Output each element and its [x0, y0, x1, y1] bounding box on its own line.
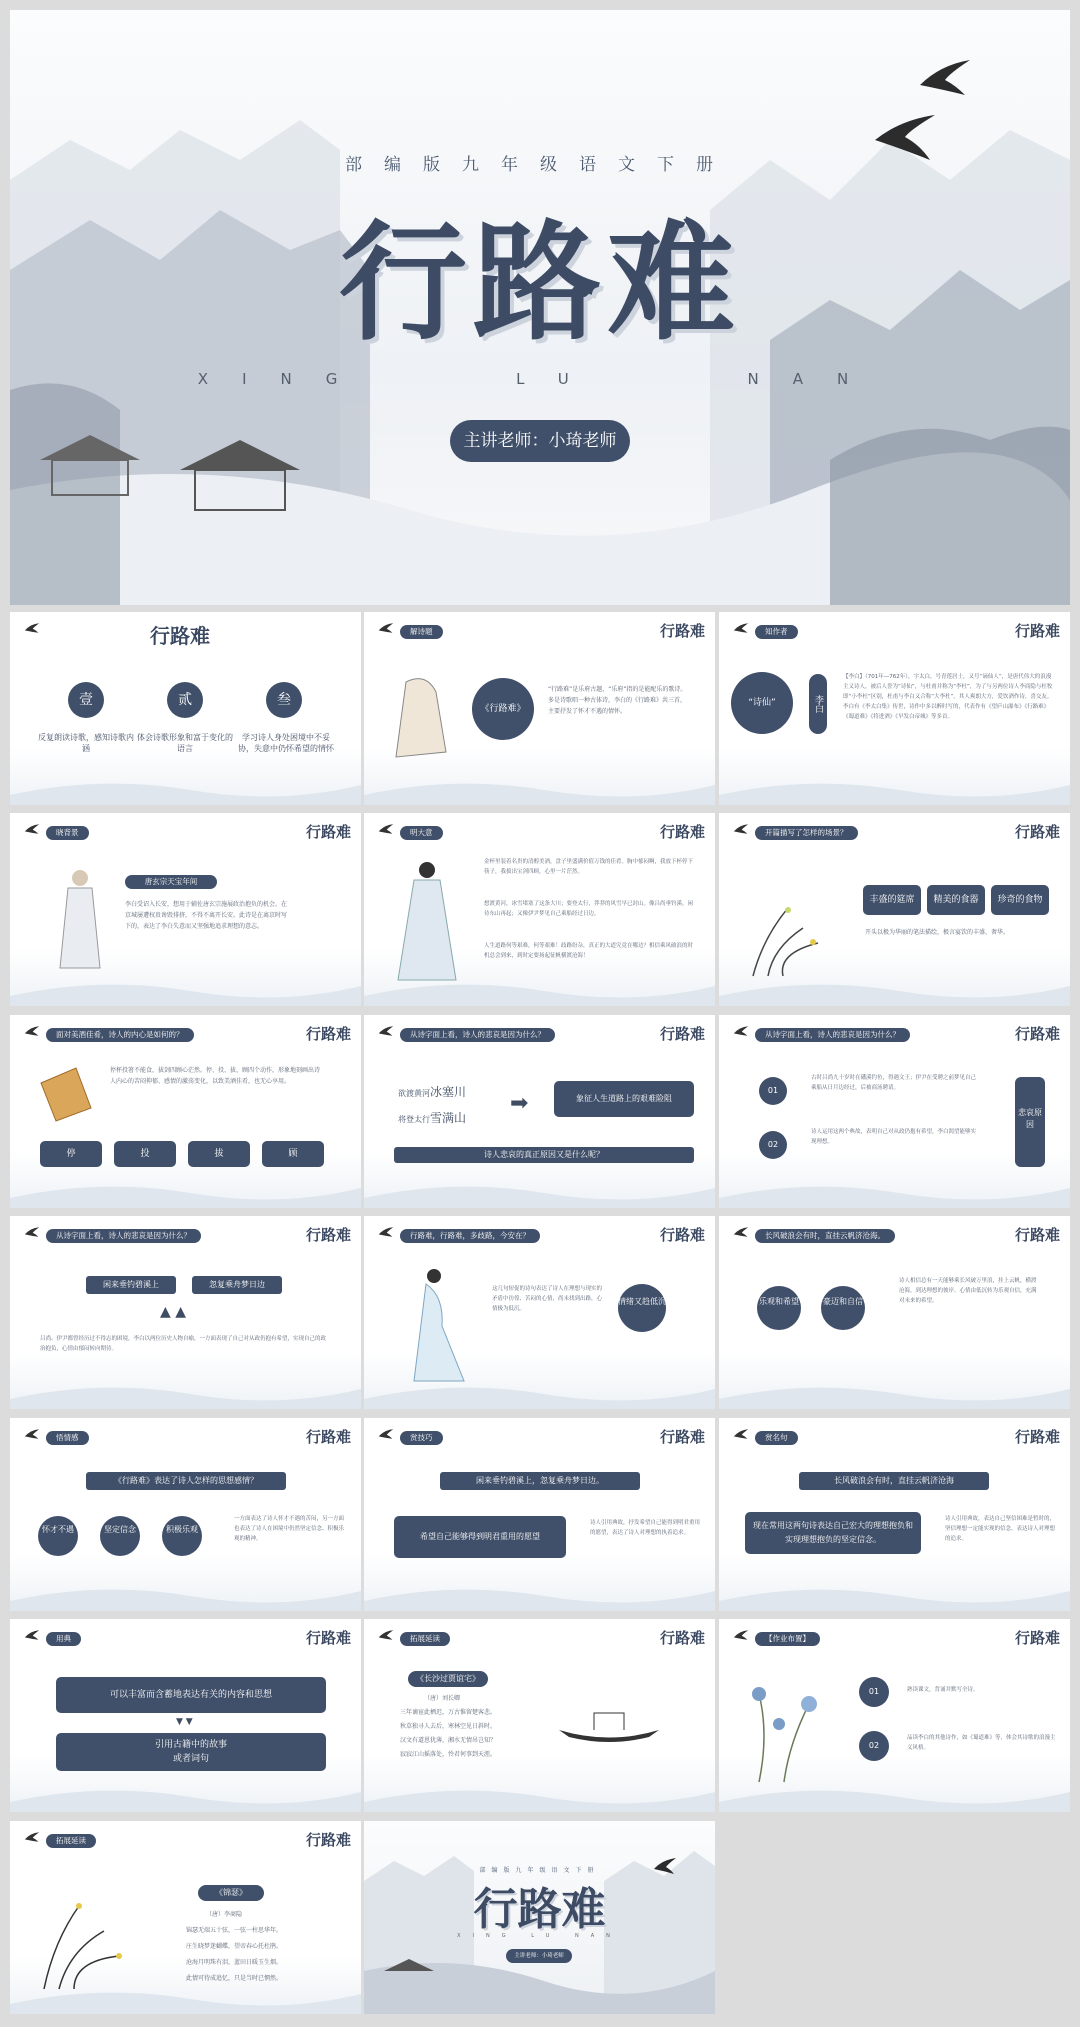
scene-text: 开头以极为华丽的笔法描绘，极言宴饮的丰盛、奢华。: [865, 929, 1010, 936]
method-box: [56, 1733, 326, 1771]
section-pill: 用典: [46, 1632, 81, 1646]
swallow-icon: [733, 1226, 749, 1238]
step-number: 01: [859, 1677, 889, 1707]
swallow-icon: [378, 823, 394, 835]
swallow-icon: [24, 622, 40, 634]
method-line: 或者词句: [172, 1754, 209, 1764]
allusion-text: 吕尚、伊尹都曾经历过不得志的困境，李白以两位历史人物自喻，一方面表现了自己对从政仍抱有希望，实现自己的政治抱负，心情由郁闷转向期待。: [40, 1336, 327, 1352]
mood-text: 这几句短促的诗句表达了诗人在理想与现实的矛盾中彷徨、苦闷的心情，尚未找到出路，心情极为低沉。: [492, 1286, 603, 1312]
poem-line: 此情可待成追忆，只是当时已惘然。: [186, 1975, 283, 1982]
scene-button[interactable]: 珍奇的食物: [991, 885, 1049, 915]
author-name: 李白: [809, 674, 827, 734]
swallow-icon: [24, 1629, 40, 1641]
step-number: 02: [759, 1131, 787, 1159]
mountain-decoration: [364, 1168, 715, 1208]
slide-logo: 行路难: [305, 823, 351, 841]
mountain-decoration: [10, 1772, 361, 1812]
goal-text: 体会诗歌形象和富于变化的语言: [137, 733, 233, 753]
verse-chip: 闲来垂钓碧溪上: [86, 1276, 176, 1294]
swallow-icon: [915, 55, 975, 95]
mountain-decoration: [364, 765, 715, 805]
scholar-figure: [50, 863, 110, 973]
title-circle: 《行路难》: [472, 678, 534, 740]
poem-line-start: 将登太行: [398, 1115, 430, 1124]
iris-illustration: [729, 1664, 839, 1784]
mountain-decoration: [364, 966, 715, 1006]
poem-line: [398, 1083, 466, 1100]
mountain-decoration: [719, 966, 1070, 1006]
section-pill: 拓展延读: [400, 1632, 450, 1646]
slide-logo: 行路难: [1014, 1226, 1060, 1244]
goal-number: 贰: [167, 682, 203, 718]
era-banner: 唐玄宗天宝年间: [125, 875, 217, 889]
slide-logo: 行路难: [659, 823, 705, 841]
meaning-paragraph: 金杯里装着名贵的清醇美酒，盘子里盛满价值万钱的佳肴。胸中郁闷啊，我放下杯停下筷子，我拔出宝剑四顾，心里一片茫然。: [484, 859, 694, 875]
section-pill: 明大意: [400, 826, 443, 840]
swallow-icon: [378, 1428, 394, 1440]
ending-subtitle: 部编版九年级语文下册: [479, 1867, 600, 1874]
section-pill: 赏技巧: [400, 1431, 443, 1445]
swallow-icon: [24, 1025, 40, 1037]
feeling-circle: 怀才不遇: [38, 1516, 78, 1556]
swallow-icon: [24, 823, 40, 835]
slide-logo: 行路难: [305, 1025, 351, 1043]
slide-objectives[interactable]: [10, 612, 361, 805]
reason-text: 诗人运用这两个典故，表明自己对从政仍抱有希望，李白渴望能够实现理想。: [811, 1129, 977, 1145]
goal-number: 叁: [266, 682, 302, 718]
emotion-text: 停杯投箸不能食，拔剑四顾心茫然。停、投、拔、顾四个动作，形象地刻画出诗人内心的苦闷抑郁、感情的激荡变化，以致美酒佳肴，也无心享用。: [110, 1067, 321, 1085]
hero-pinyin: [10, 370, 1070, 388]
slide-logo: 行路难: [1014, 1428, 1060, 1446]
swallow-icon: [24, 1428, 40, 1440]
optimism-text: 诗人相信总有一天能够乘长风破万里浪，挂上云帆，横渡沧海，到达理想的彼岸。心情由低沉转为乐观自信，充满对未来的希望。: [899, 1278, 1037, 1304]
arrow-right-icon: ➡: [510, 1091, 529, 1116]
title-explanation: “行路难”是乐府古题，“乐府”指的是能配乐的歌诗。多是诗歌唱一种古体诗，李白的《行路难》共三首，主要抒发了怀才不遇的情怀。: [548, 686, 687, 715]
question-bar: 《行路难》表达了诗人怎样的思想感情？: [86, 1472, 286, 1490]
pinyin-word: LU: [516, 370, 603, 388]
slide-emotion[interactable]: [10, 1015, 361, 1208]
bamboo-scroll-illustration: [36, 1063, 96, 1123]
homework-text: 品读李白的其他诗作，如《蜀道难》等，体会其诗歌的浪漫主义风格。: [907, 1735, 1056, 1751]
wish-box: 希望自己能够得到明君重用的愿望: [394, 1516, 566, 1558]
poem-line: 沧海月明珠有泪，蓝田日暖玉生烟。: [186, 1959, 283, 1966]
verse-chip: 忽复乘舟梦日边: [192, 1276, 282, 1294]
step-number: 01: [759, 1077, 787, 1105]
section-pill: 从诗字面上看，诗人的悲哀是因为什么？: [400, 1028, 555, 1042]
swallow-icon: [733, 622, 749, 634]
slide-obstacles[interactable]: [364, 1015, 715, 1208]
emotion-circle: 豪迈和自信: [821, 1286, 865, 1330]
poem-author: （唐）李商隐: [206, 1911, 243, 1918]
pinyin-word: XING: [197, 370, 372, 388]
technique-text: 诗人引用典故，抒发希望自己能得到明君重用的愿望，表达了诗人对理想的执着追求。: [590, 1520, 701, 1536]
swallow-icon: [733, 823, 749, 835]
dancer-figure: [404, 1266, 474, 1386]
author-title-circle: “诗仙”: [731, 672, 793, 734]
meaning-paragraph: 人生道路何等艰难，何等艰难！歧路纷杂，真正的大道究竟在哪边？相信乘风破浪的时机总会到来，到时定要扬起征帆横渡沧海！: [484, 943, 694, 959]
section-pill: 面对美酒佳肴，诗人的内心是如何的？: [46, 1028, 194, 1042]
slide-logo: 行路难: [659, 1629, 705, 1647]
poem-line: [398, 1109, 466, 1126]
slide-feelings[interactable]: [10, 1418, 361, 1611]
slide-logo: 行路难: [305, 1428, 351, 1446]
section-pill: 悟情感: [46, 1431, 89, 1445]
swallow-icon: [378, 1629, 394, 1641]
section-pill: 知作者: [755, 625, 798, 639]
symbol-box: 象征人生道路上的艰难险阻: [554, 1081, 694, 1117]
mountain-decoration: [10, 1369, 361, 1409]
slide-allusion-use[interactable]: [10, 1619, 361, 1812]
mountain-decoration: [10, 1571, 361, 1611]
effect-box: 可以丰富而含蓄地表达有关的内容和思想: [56, 1677, 326, 1713]
slide-logo: 行路难: [1014, 1025, 1060, 1043]
famous-line-text: 诗人引用典故，表达自己坚信困难是暂时的，坚信理想一定能实现的信念。表达诗人对理想的追求。: [945, 1516, 1056, 1542]
slide-allusions[interactable]: [10, 1216, 361, 1409]
hero-title: 行路难: [338, 208, 741, 358]
poem-line-emphasis: 冰塞川: [430, 1085, 467, 1099]
scene-button[interactable]: 精美的食器: [927, 885, 985, 915]
mountain-decoration: [719, 1168, 1070, 1208]
hero-subtitle: 部编版九年级语文下册: [345, 155, 735, 175]
feeling-circle: 坚定信念: [100, 1516, 140, 1556]
pinyin-word: NAN: [747, 370, 883, 388]
triangle-down-icon: ▼ ▼: [176, 1717, 193, 1727]
swallow-icon: [733, 1428, 749, 1440]
author-bio: 【李白】（701年—762年），字太白，号青莲居士，又号“谪仙人”，是唐代伟大的浪漫主义诗人，被后人誉为“诗仙”，与杜甫并称为“李杜”，为了与另两位诗人李商隐与杜牧即“小李杜”区别，杜甫与李白又合称“大李杜”。其人爽朗大方，爱饮酒作诗，喜交友。李白有《李太白集》传世，诗作中多以醉时写的，代表作有《望庐山瀑布》《行路难》《蜀道难》《将进酒》《早发白帝城》等多首。: [843, 674, 1053, 720]
slide-logo: 行路难: [1014, 823, 1060, 841]
poem-line: 庄生晓梦迷蝴蝶，望帝春心托杜鹃。: [186, 1943, 283, 1950]
meaning-paragraph: 想渡黄河，冰雪堵塞了这条大川；要登太行，莽莽的风雪早已封山。像吕尚垂钓溪，闲待东山再起；又像伊尹梦见自己乘船经过日边。: [484, 901, 694, 917]
section-pill: 拓展延读: [46, 1834, 96, 1848]
action-button[interactable]: 拔: [188, 1141, 250, 1167]
cover-slide: [10, 10, 1070, 605]
goal-number: 壹: [68, 682, 104, 718]
swallow-icon: [378, 1025, 394, 1037]
slide-extended-reading[interactable]: [364, 1619, 715, 1812]
slide-title-explain[interactable]: [364, 612, 715, 805]
slide-scene[interactable]: [719, 813, 1070, 1006]
slide-reading-2[interactable]: [10, 1821, 361, 2014]
homework-text: 熟读课文，背诵并默写全诗。: [907, 1687, 979, 1693]
poem-title: 《长沙过贾谊宅》: [408, 1671, 488, 1687]
swallow-icon: [378, 1226, 394, 1238]
section-pill: 长风破浪会有时，直挂云帆济沧海。: [755, 1229, 895, 1243]
mountain-decoration: [10, 765, 361, 805]
poem-author: （唐）刘长卿: [424, 1695, 461, 1702]
poem-line: 寂寂江山摇落处，怜君何事到天涯。: [400, 1751, 497, 1758]
goal-text: 学习诗人身处困境中不妥协，失意中仍怀希望的情怀: [238, 733, 334, 753]
ending-pinyin: XING LU NAN: [457, 1933, 622, 1939]
mood-circle: 情绪又趋低沉: [618, 1284, 666, 1332]
feelings-text: 一方面表达了诗人怀才不遇的苦闷，另一方面也表达了诗人在困境中仍然坚定信念、积极乐观的精神。: [234, 1516, 345, 1542]
reason-sidebar: 悲哀原因: [1015, 1077, 1045, 1167]
slide-homework[interactable]: [719, 1619, 1070, 1812]
section-pill: 从诗字面上看，诗人的悲哀是因为什么？: [46, 1229, 201, 1243]
mountain-decoration: [719, 1772, 1070, 1812]
slide-background[interactable]: [10, 813, 361, 1006]
poem-line-emphasis: 雪满山: [430, 1111, 467, 1125]
mountain-decoration: [10, 1168, 361, 1208]
mountain-decoration: [364, 1369, 715, 1409]
usage-box: 现在常用这两句诗表达自己宏大的理想抱负和实现理想抱负的坚定信念。: [745, 1512, 921, 1554]
poem-line: 三年谪宦此栖迟，万古惟留楚客悲。: [400, 1709, 497, 1716]
mountain-decoration: [719, 1369, 1070, 1409]
poem-title: 《锦瑟》: [198, 1885, 264, 1901]
poem-line-start: 欲渡黄河: [398, 1089, 430, 1098]
verse-bar: 闲来垂钓碧溪上，忽复乘舟梦日边。: [440, 1472, 640, 1490]
swallow-icon: [733, 1025, 749, 1037]
slide-meaning[interactable]: [364, 813, 715, 1006]
goal-text: 反复朗读诗歌，感知诗歌内涵: [38, 733, 134, 753]
slide-logo: 行路难: [659, 1428, 705, 1446]
mountain-decoration: [364, 1571, 715, 1611]
teacher-badge: 主讲老师：小琦老师: [450, 420, 630, 462]
slide-logo: 行路难: [659, 1025, 705, 1043]
action-button[interactable]: 投: [114, 1141, 176, 1167]
mountain-decoration: [719, 765, 1070, 805]
slide-famous-line[interactable]: [719, 1418, 1070, 1611]
reason-text: 古时吕尚九十岁时在磻溪钓鱼，得遇文王；伊尹在受聘之前梦见自己乘船从日月边经过，后被商汤聘请。: [811, 1075, 977, 1091]
feeling-circle: 积极乐观: [162, 1516, 202, 1556]
slide-logo: 行路难: [150, 624, 210, 648]
section-pill: 开篇描写了怎样的场景？: [755, 826, 858, 840]
emotion-circle: 乐观和希望: [757, 1286, 801, 1330]
slide-logo: 行路难: [305, 1831, 351, 1849]
action-button[interactable]: 停: [40, 1141, 102, 1167]
section-pill: 解诗题: [400, 625, 443, 639]
poem-line: 汉文有道恩犹薄，湘水无情吊岂知？: [400, 1737, 497, 1744]
poem-line: 锦瑟无端五十弦，一弦一柱思华年。: [186, 1927, 283, 1934]
section-pill: 赏名句: [755, 1431, 798, 1445]
slide-mood-drop[interactable]: [364, 1216, 715, 1409]
section-pill: 晓背景: [46, 826, 89, 840]
slide-logo: 行路难: [305, 1226, 351, 1244]
slide-reasons[interactable]: [719, 1015, 1070, 1208]
slide-logo: 行路难: [1014, 1629, 1060, 1647]
mountain-decoration: [10, 966, 361, 1006]
slide-author[interactable]: [719, 612, 1070, 805]
slide-logo: 行路难: [659, 1226, 705, 1244]
ending-title: 行路难: [473, 1884, 606, 1935]
section-pill: 行路难，行路难，多歧路，今安在？: [400, 1229, 540, 1243]
action-button[interactable]: 顾: [262, 1141, 324, 1167]
slide-optimism[interactable]: [719, 1216, 1070, 1409]
poem-line: 秋草独寻人去后，寒林空见日斜时。: [400, 1723, 497, 1730]
question-bar: 诗人悲哀的真正原因又是什么呢？: [394, 1147, 694, 1163]
method-line: 引用古籍中的故事: [154, 1740, 227, 1750]
slide-logo: 行路难: [305, 1629, 351, 1647]
slide-logo: 行路难: [1014, 622, 1060, 640]
mountain-decoration: [10, 1974, 361, 2014]
triangle-up-icon: ▲ ▲: [160, 1304, 186, 1320]
scene-button[interactable]: 丰盛的筵席: [863, 885, 921, 915]
ending-teacher-badge: 主讲老师：小琦老师: [506, 1949, 572, 1963]
slide-ending[interactable]: [364, 1821, 715, 2014]
lady-figure: [392, 858, 462, 983]
section-pill: 【作业布置】: [755, 1632, 820, 1646]
slide-technique[interactable]: [364, 1418, 715, 1611]
mountain-decoration: [719, 1571, 1070, 1611]
mountain-decoration: [364, 1772, 715, 1812]
swallow-icon: [24, 1226, 40, 1238]
boat-illustration: [554, 1705, 664, 1745]
verse-bar: 长风破浪会有时，直挂云帆济沧海: [799, 1472, 989, 1490]
step-number: 02: [859, 1731, 889, 1761]
background-text: 李白受诏入长安，想用于辅佐唐玄宗施展政治抱负的机会。在京城屡遭权贵谗毁排挤，不得不离开长安。此诗是在离京时写下的，表达了李白失意而又坚强地追求理想的意志。: [125, 901, 288, 930]
slide-logo: 行路难: [659, 622, 705, 640]
section-pill: 从诗字面上看，诗人的悲哀是因为什么？: [755, 1028, 910, 1042]
swallow-icon: [24, 1831, 40, 1843]
swallow-icon: [378, 622, 394, 634]
swallow-icon: [733, 1629, 749, 1641]
poet-figure: [386, 672, 466, 762]
